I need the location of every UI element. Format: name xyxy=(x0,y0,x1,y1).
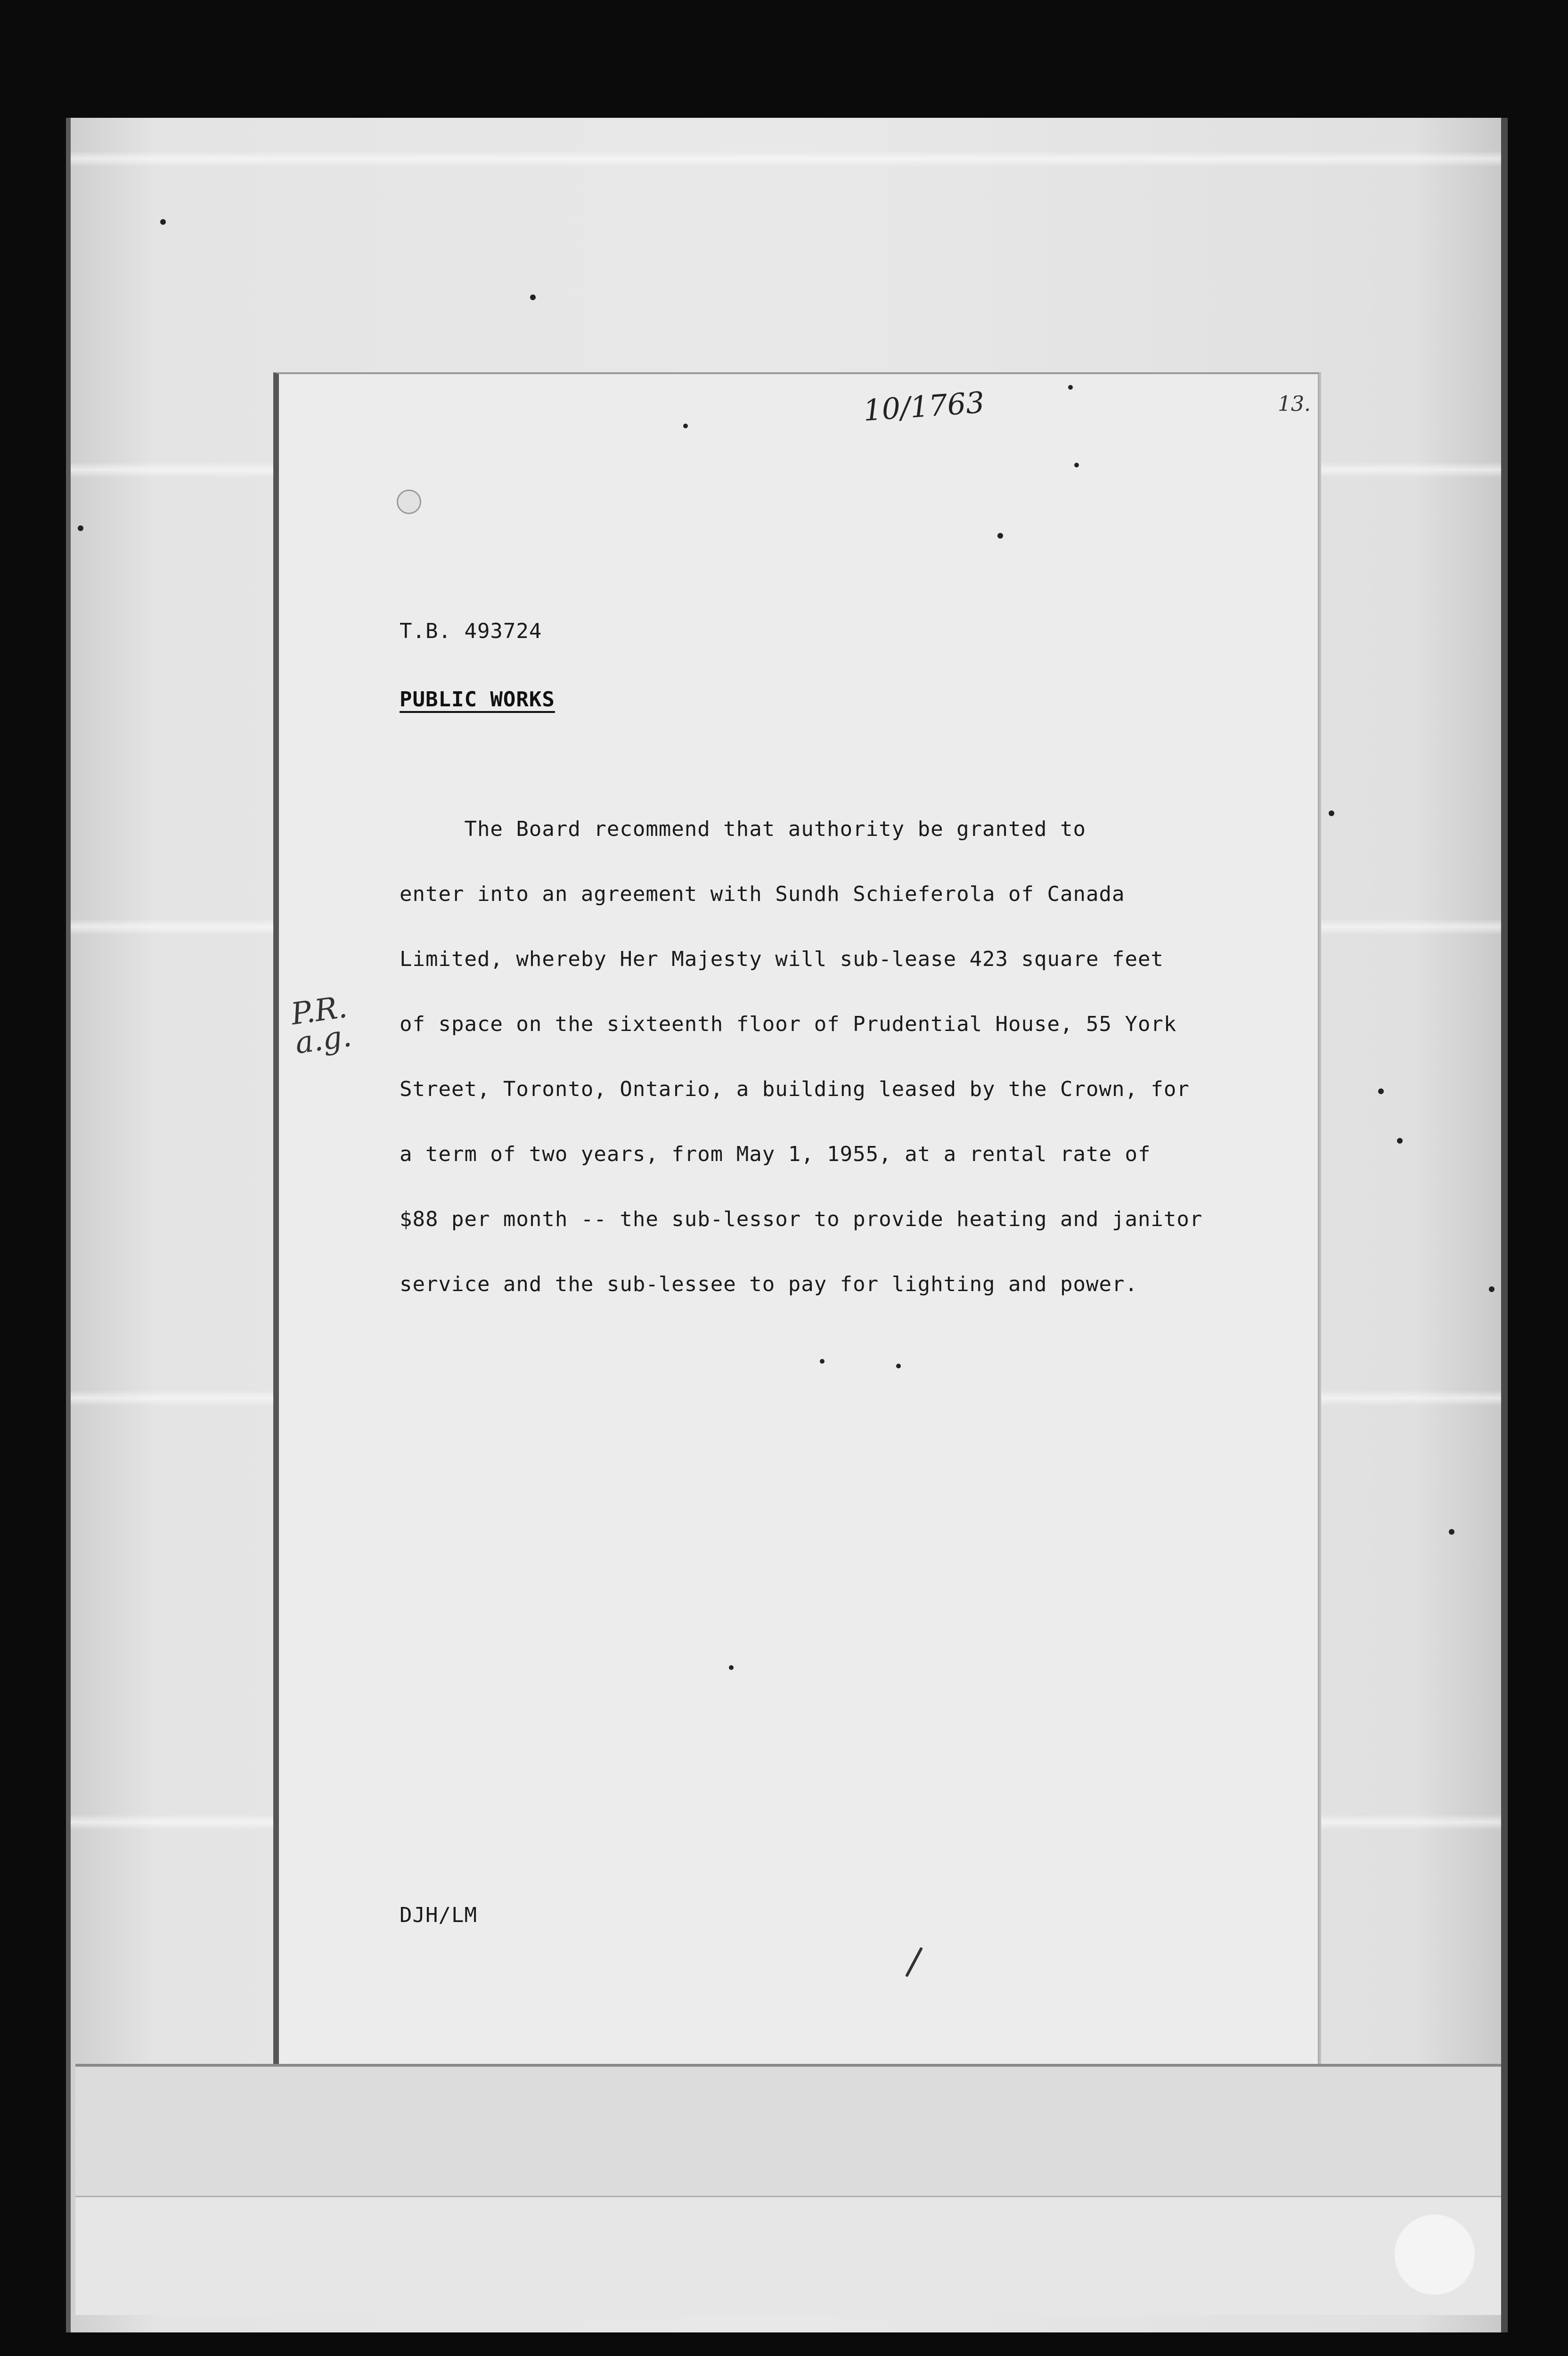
scan-speck xyxy=(78,525,83,531)
scan-speck xyxy=(1397,1138,1403,1144)
body-line: $88 per month -- the sub-lessor to provide heating and janitor xyxy=(400,1207,1203,1231)
body-line: The Board recommend that authority be granted to xyxy=(400,817,1086,841)
pen-check-mark xyxy=(905,1947,923,1978)
archive-stamp-mark xyxy=(1395,2215,1475,2295)
scan-speck xyxy=(1378,1088,1384,1094)
scan-speck xyxy=(1068,385,1073,390)
punch-hole xyxy=(397,490,421,514)
body-line: enter into an agreement with Sundh Schieferola of Canada xyxy=(400,882,1125,906)
margin-initial: P.R. xyxy=(289,990,350,1032)
typist-initials: DJH/LM xyxy=(400,1903,477,1927)
handwritten-reference-number: 10/1763 xyxy=(862,385,986,428)
body-line: Street, Toronto, Ontario, a building leased by the Crown, for xyxy=(400,1077,1190,1101)
scan-speck xyxy=(820,1359,825,1364)
scan-speck xyxy=(683,424,688,428)
body-line: a term of two years, from May 1, 1955, at a rental rate of xyxy=(400,1142,1151,1166)
scan-speck xyxy=(1074,463,1079,467)
margin-initial: a.g. xyxy=(293,1018,354,1061)
scan-speck xyxy=(997,533,1003,539)
memo-sheet xyxy=(273,372,1319,2064)
lower-page-strip xyxy=(75,2196,1501,2315)
scan-speck xyxy=(1489,1286,1494,1292)
body-line: of space on the sixteenth floor of Prudential House, 55 York xyxy=(400,1012,1177,1036)
handwritten-page-number: 13. xyxy=(1278,392,1311,416)
lower-page-strip xyxy=(75,2064,1501,2201)
scan-speck xyxy=(530,294,536,300)
treasury-board-number: T.B. 493724 xyxy=(400,619,542,643)
scan-band xyxy=(71,151,1501,167)
scan-speck xyxy=(1329,810,1334,816)
body-line: Limited, whereby Her Majesty will sub-lease 423 square feet xyxy=(400,947,1164,971)
scan-speck xyxy=(160,219,166,225)
scan-speck xyxy=(729,1665,734,1670)
body-line: service and the sub-lessee to pay for lighting and power. xyxy=(400,1272,1138,1296)
memo-heading: PUBLIC WORKS xyxy=(400,687,555,712)
scan-speck xyxy=(896,1364,901,1368)
handwritten-margin-initials xyxy=(289,990,354,1061)
scan-speck xyxy=(1449,1529,1454,1535)
